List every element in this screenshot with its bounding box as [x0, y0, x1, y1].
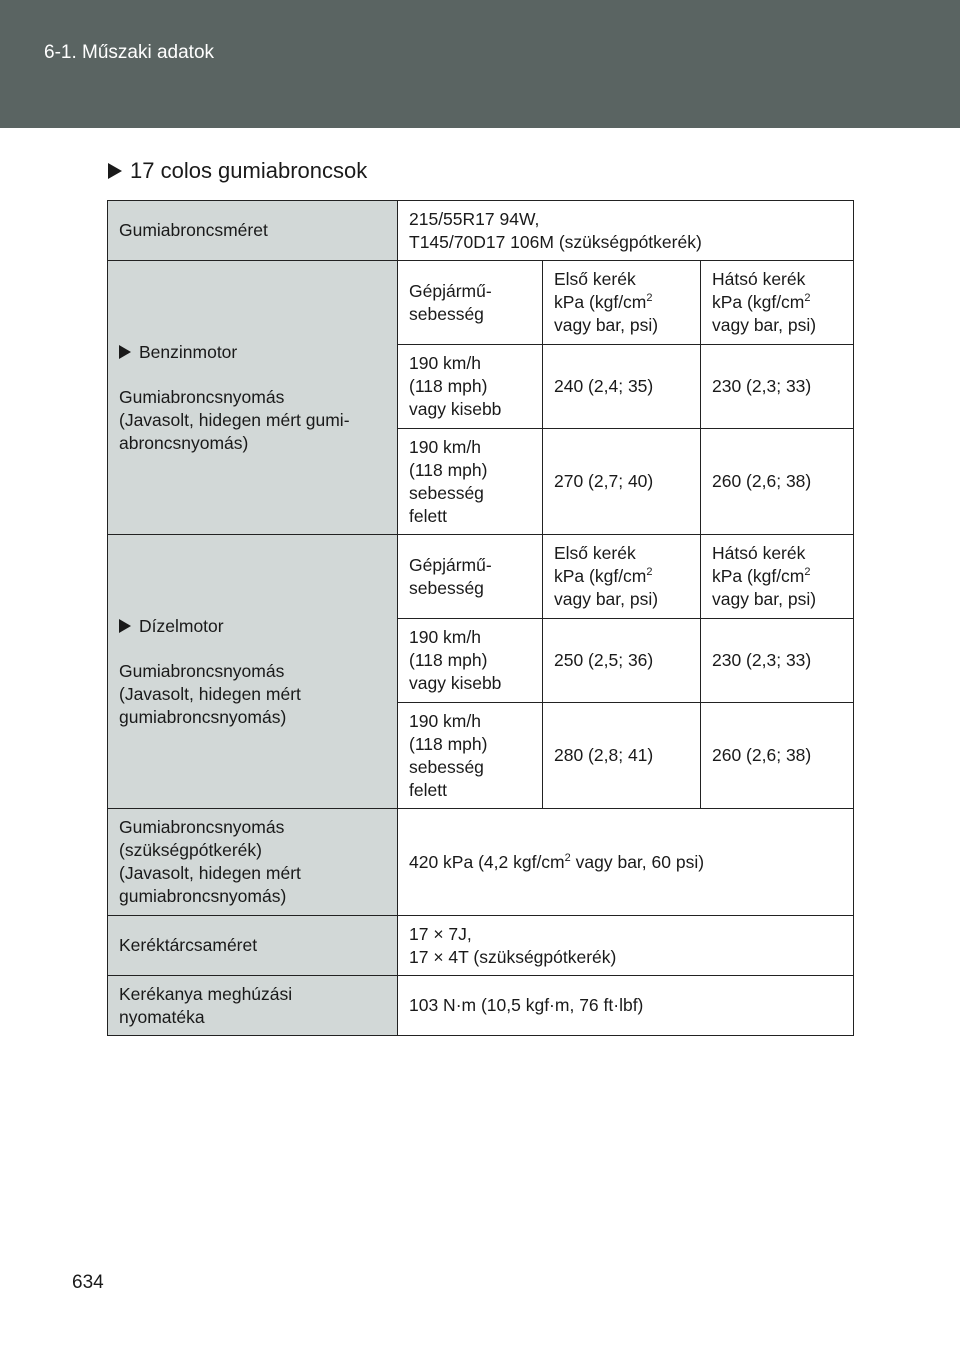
- torque-label: Kerékanya meghúzási nyomatéka: [108, 976, 398, 1036]
- spare-pressure-label: Gumiabroncsnyomás (szükségpótkerék) (Javasolt, hidegen mért gumiabroncsnyomás): [108, 809, 398, 916]
- diesel-front-1: 250 (2,5; 36): [543, 619, 701, 703]
- tire-size-value: 215/55R17 94W, T145/70D17 106M (szükségpótkerék): [398, 201, 854, 261]
- petrol-col-speed: Gépjármű- sebesség: [398, 261, 543, 345]
- petrol-speed-2: 190 km/h (118 mph) sebesség felett: [398, 429, 543, 535]
- table-row-spare-pressure: [108, 809, 854, 916]
- section-title-text: 17 colos gumiabroncsok: [130, 158, 368, 183]
- diesel-speed-1: 190 km/h (118 mph) vagy kisebb: [398, 619, 543, 703]
- diesel-engine-label: Dízelmotor: [139, 615, 224, 636]
- petrol-pressure-label: Gumiabroncsnyomás (Javasolt, hidegen mért gumi- abroncsnyomás): [119, 386, 350, 453]
- diesel-rear-2: 260 (2,6; 38): [701, 703, 854, 809]
- petrol-rear-2: 260 (2,6; 38): [701, 429, 854, 535]
- tire-size-label: Gumiabroncsméret: [108, 201, 398, 261]
- rim-size-label: Keréktárcsaméret: [108, 916, 398, 976]
- petrol-col-rear: Hátsó kerék kPa ($kgf/cm^2$ vagy bar, psi): [701, 261, 854, 345]
- petrol-col-front: Első kerék kPa ($kgf/cm^2$ vagy bar, psi): [543, 261, 701, 345]
- torque-value: 103 N·m (10,5 kgf·m, 76 ft·lbf): [398, 976, 854, 1036]
- petrol-label-cell: [108, 261, 398, 535]
- diesel-col-speed: Gépjármű- sebesség: [398, 535, 543, 619]
- petrol-rear-1: 230 (2,3; 33): [701, 345, 854, 429]
- diesel-rear-1: 230 (2,3; 33): [701, 619, 854, 703]
- diesel-engine: [119, 615, 386, 638]
- petrol-engine: [119, 341, 386, 364]
- table-row-tire-size: [108, 201, 854, 261]
- table-row-rim-size: [108, 916, 854, 976]
- diesel-front-2: 280 (2,8; 41): [543, 703, 701, 809]
- header-title: 6-1. Műszaki adatok: [44, 42, 215, 63]
- diesel-speed-2: 190 km/h (118 mph) sebesség felett: [398, 703, 543, 809]
- petrol-speed-1: 190 km/h (118 mph) vagy kisebb: [398, 345, 543, 429]
- section-title: [108, 158, 367, 184]
- diesel-col-rear: Hátsó kerék kPa ($kgf/cm^2$ vagy bar, psi): [701, 535, 854, 619]
- table-row-petrol-header: [108, 261, 854, 345]
- rim-size-value: 17 × 7J, 17 × 4T (szükségpótkerék): [398, 916, 854, 976]
- table-row-torque: [108, 976, 854, 1036]
- diesel-pressure-label: Gumiabroncsnyomás (Javasolt, hidegen mért gumiabroncsnyomás): [119, 660, 301, 727]
- triangle-bullet-icon: [108, 163, 122, 179]
- triangle-bullet-icon: [119, 619, 131, 633]
- tire-spec-table: [107, 200, 854, 1036]
- page-number: 634: [72, 1272, 104, 1293]
- petrol-front-2: 270 (2,7; 40): [543, 429, 701, 535]
- diesel-col-front: Első kerék kPa ($kgf/cm^2$ vagy bar, psi): [543, 535, 701, 619]
- page-header: [0, 0, 960, 128]
- petrol-engine-label: Benzinmotor: [139, 341, 238, 362]
- diesel-label-cell: [108, 535, 398, 809]
- spare-pressure-value: 420 kPa (4,2 kgf/$cm^2$ vagy bar, 60 psi): [398, 809, 854, 916]
- table-row-diesel-header: [108, 535, 854, 619]
- petrol-front-1: 240 (2,4; 35): [543, 345, 701, 429]
- triangle-bullet-icon: [119, 345, 131, 359]
